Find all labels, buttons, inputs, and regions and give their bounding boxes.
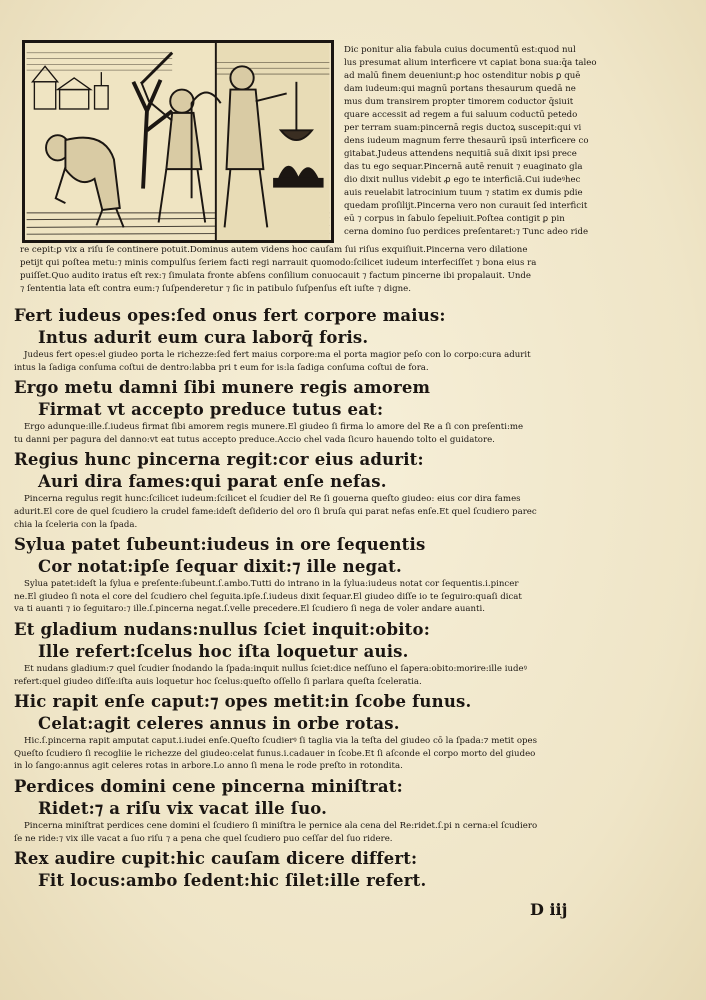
latin-verse-line: Hic rapit enſe caput:⁊ opes metit:in ſcobe funus.: [14, 692, 472, 712]
commentary-line: Et nudans gladium:⁊ quel ſcudier ſnodando la ſpada:inquit nullus ſciet:dice neſſuno el ſapera:obito:morire:ille iudeꝰ: [24, 663, 527, 674]
latin-verse-line: Ille refert:ſcelus hoc iſta loquetur auis.: [38, 641, 409, 661]
commentary-line: adurit.El core de quel ſcudiero la crudel fame:ideſt deſiderio del oro ſi bruſa qui parat nefas enſe.Et quel ſcudiero parec: [14, 506, 537, 517]
intro-line: quedam proſilijt.Pincerna vero non curauit ſed interficit: [344, 201, 588, 211]
commentary-line: refert:quel giudeo diſſe:iſta auis loquetur hoc ſcelus:queſto oſſello ſi parlara queſta ſceleratia.: [14, 676, 422, 687]
commentary-line: Queſto ſcudiero ſi recogliie le richezze del giudeo:celat funus.i.cadauer in ſcobe.Et ſi aſconde el corpo morto del giudeo: [14, 748, 536, 759]
latin-verse-line: Firmat vt accepto preduce tutus eat:: [38, 400, 384, 420]
commentary-line: Ergo adunque:ille.ſ.iudeus firmat ſibi amorem regis munere.El giudeo ſi firma lo amore del Re a ſi con preſenti:me: [24, 422, 524, 433]
stanza: [14, 305, 694, 374]
latin-verse-line: Ergo metu damni ſibi munere regis amorem: [14, 378, 431, 398]
latin-verse-line: Perdices domini cene pincerna miniſtrat:: [14, 776, 403, 796]
latin-verse-line: Regius hunc pincerna regit:cor eius adurit:: [14, 450, 424, 470]
latin-verse-line: Et gladium nudans:nullus ſciet inquit:obito:: [14, 619, 430, 639]
intro-line: dio dixit nullus videbit ꝓ ego te interficiā.Cui iudeꝰhec: [344, 175, 581, 185]
intro-line: puiſſet.Quo audito iratus eſt rex:⁊ ſimulata fronte abſens conſilium conuocauit ⁊ factum pincerne ibi propalauit. Unde: [20, 271, 532, 282]
verse-body: [14, 305, 694, 895]
commentary-line: Pincerna miniſtrat perdices cene domini el ſcudiero ſi miniſtra le pernice ala cena del Re:ridet.ſ.pi n cerna:el ſcudiero: [24, 820, 538, 831]
stanza: [14, 848, 694, 892]
intro-line: ad malū finem deueniunt:ꝑ hoc ostenditur nobis ꝑ quē: [344, 71, 581, 81]
intro-line: eū ⁊ corpus in ſabulo ſepeliuit.Poſtea contigit ꝑ pin: [344, 214, 565, 224]
intro-line: petijt qui poſtea metu:⁊ minis compulſus ſeriem facti regi narrauit quomodo:ſcilicet iudeum interfeciſſet ⁊ bona eius ra: [20, 258, 537, 269]
intro-line: auis reuelabit latrocinium tuum ⁊ statim ex dumis pdie: [344, 188, 583, 198]
stanza: [14, 776, 694, 845]
signature-mark: D iij: [530, 900, 568, 919]
stanza: [14, 619, 694, 688]
latin-verse-line: Ridet:⁊ a riſu vix vacat ille ſuo.: [38, 798, 328, 818]
intro-paragraph-continued: [20, 244, 684, 296]
intro-line: quare accessit ad regem a fui saluum coductū petedo: [344, 110, 578, 120]
intro-line: dam iudeum:qui magnū portans thesaurum quedā ne: [344, 84, 576, 94]
commentary-line: ne.El giudeo ſi nota el core del ſcudiero chel ſeguita.ipſe.ſ.iudeus dixit ſequar.El giudeo diſſe io te ſeguiro:quaſi dicat: [14, 591, 522, 602]
commentary-line: Pincerna regulus regit hunc:ſcilicet iudeum:ſcilicet el ſcudier del Re ſi gouerna queſto giudeo: eius cor dira fames: [24, 494, 521, 505]
intro-line: das tu ego sequar.Pincernā autē renuit ⁊ euaginato gla: [344, 162, 583, 172]
commentary-line: Sylua patet:ideſt la ſylua e preſente:ſubeunt.ſ.ambo.Tutti do intrano in la ſylua:iudeus notat cor ſequentis.i.pincer: [24, 579, 519, 590]
intro-line: ⁊ ſententia lata eſt contra eum:⁊ ſuſpenderetur ⁊ ſic in patibulo ſuſpenſus eſt iuſte ⁊ digne.: [20, 284, 411, 295]
stanza: [14, 534, 694, 616]
latin-verse-line: Intus adurit eum cura laborq̄ foris.: [38, 328, 369, 347]
latin-verse-line: Fit locus:ambo ſedent:hic ſilet:ille refert.: [38, 871, 427, 891]
intro-line: lus presumat alium interficere vt capiat bona sua:q̄a taleo: [344, 58, 597, 68]
latin-verse-line: Sylua patet ſubeunt:iudeus in ore ſequentis: [14, 535, 426, 555]
commentary-line: va ti auanti ⁊ io ſeguitaro:⁊ ille.ſ.pincerna negat.ſ.velle precedere.El ſcudiero ſi nega de voler andare auanti.: [14, 604, 485, 615]
intro-line: re cepit:ꝑ vix a riſu ſe continere potuit.Dominus autem videns hoc cauſam ſui riſus exquiſiuit.Pincerna vero dilatione: [20, 245, 528, 255]
commentary-line: chia la ſceleria con la ſpada.: [14, 519, 138, 530]
stanza: [14, 691, 694, 773]
intro-line: mus dum transirem propter timorem coductor q̄siuit: [344, 97, 574, 107]
woodcut-illustration-icon: [25, 43, 331, 240]
commentary-line: in lo ſango:annus agit celeres rotas in arbore.Lo anno ſi mena le rode preſto in rotondita.: [14, 761, 403, 772]
stanza: [14, 449, 694, 531]
intro-line: Dic ponitur alia fabula cuius documentū est:quod nul: [344, 45, 576, 55]
latin-verse-line: Cor notat:ipſe ſequar dixit:⁊ ille negat.: [38, 557, 402, 577]
latin-verse-line: Auri dira fames:qui parat enſe nefas.: [38, 472, 387, 492]
commentary-line: intus la ſadiga conſuma coſtui de dentro:labba pri t eum for is:la ſadiga conſuma coſtui de fora.: [14, 362, 429, 373]
intro-paragraph: [344, 44, 678, 239]
latin-verse-line: Rex audire cupit:hic cauſam dicere differt:: [14, 849, 418, 869]
latin-verse-line: Fert iudeus opes:ſed onus fert corpore maius:: [14, 306, 446, 325]
commentary-line: tu danni per pagura del danno:vt eat tutus accepto preduce.Accio chel vada ſicuro hauendo tolto el guidatore.: [14, 434, 495, 445]
intro-line: dens iudeum magnum ferre thesaurū ipsū interficere co: [344, 136, 589, 146]
latin-verse-line: Celat:agit celeres annus in orbe rotas.: [38, 714, 400, 734]
intro-line: per terram suam:pincernā regis ductoꝝ suscepit:qui vi: [344, 123, 582, 133]
stanza: [14, 377, 694, 446]
intro-line: gitabat.Judeus attendens nequitiā suā dixit ipsi prece: [344, 149, 577, 159]
commentary-line: ſe ne ride:⁊ vix ille vacat a ſuo riſu ⁊ a pena che quel ſcudiero puo ceſſar del ſuo ridere.: [14, 833, 393, 844]
woodcut-illustration: [22, 40, 334, 243]
commentary-line: Hic.ſ.pincerna rapit amputat caput.i.iudei enſe.Queſto ſcudierꝰ ſi taglia via la teſta del giudeo cō la ſpada:⁊ metit opes: [24, 736, 538, 747]
intro-line: cerna domino ſuo perdices preſentaret:⁊ Tunc adeo ride: [344, 227, 589, 237]
commentary-line: Judeus fert opes:el giudeo porta le richezze:ſed fert maius corpore:ma el porta magior peſo con lo corpo:cura adurit: [24, 350, 531, 360]
